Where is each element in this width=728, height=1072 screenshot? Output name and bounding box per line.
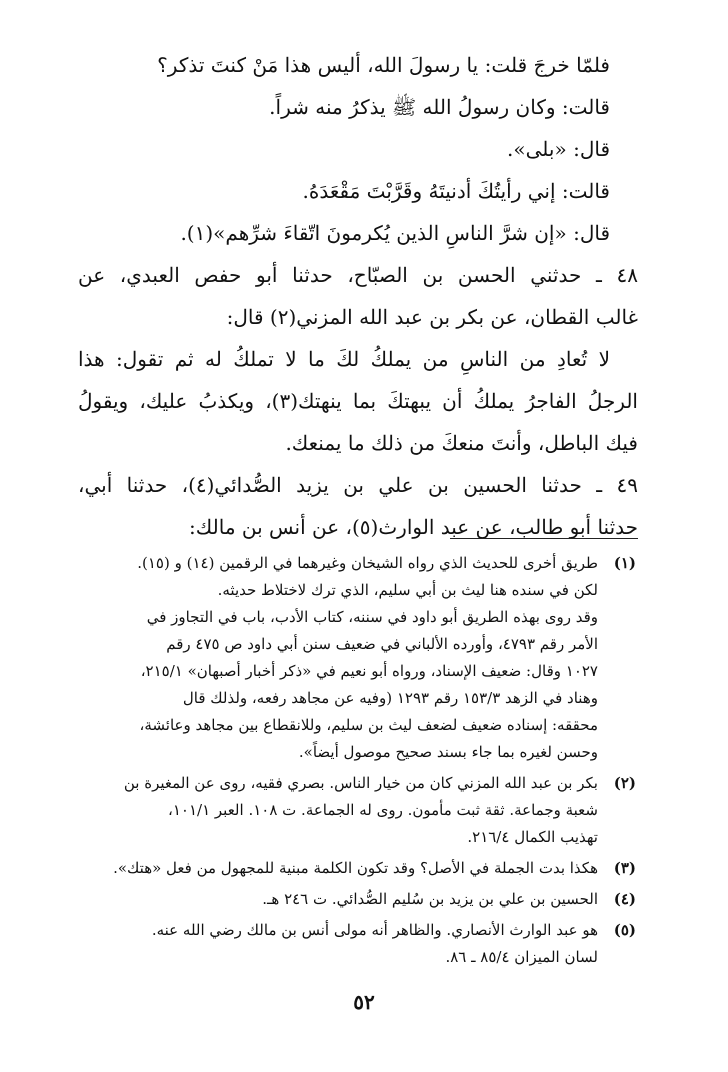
footnote — [72, 855, 636, 882]
footnotes — [72, 550, 636, 975]
footnote-line: لسان الميزان ٨٥/٤ ـ ٨٦. — [445, 948, 598, 966]
footnote-number: (٢) — [613, 774, 636, 792]
footnote-line: محققه: إسناده ضعيف لضعف ليث بن سليم، وللانقطاع بين مجاهد وعائشة، — [139, 716, 598, 734]
footnote-body — [72, 886, 598, 913]
footnote-line: وحسن لغيره بما جاء بسند صحيح موصول أيضاً». — [298, 743, 598, 761]
footnote — [72, 550, 636, 766]
text-line: حدثنا أبو طالب، عن عبد الوارث(٥)، عن أنس بن مالك: — [189, 515, 638, 539]
footnote-line: الأمر رقم ٤٧٩٣، وأورده الألباني في ضعيف سنن أبي داود ص ٤٧٥ رقم — [166, 635, 598, 653]
footnote-body — [72, 855, 598, 882]
text-line: غالب القطان، عن بكر بن عبد الله المزني(٢) قال: — [226, 305, 638, 329]
text-line: الرجلُ الفاجرُ يملكُ أن يبهتكَ بما ينهتك(٣)، ويكذبُ عليك، ويقولُ — [78, 389, 638, 413]
footnote-number: (٤) — [613, 890, 636, 908]
footnote-body — [72, 917, 598, 971]
text-line: ٤٨ ـ حدثني الحسن بن الصبّاح، حدثنا أبو حفص العبدي، عن — [78, 263, 638, 287]
footnote-number: (٥) — [613, 921, 636, 939]
footnote-line: شعبة وجماعة. ثقة ثبت مأمون. روى له الجماعة. ت ١٠٨. العبر ١٠١/١، — [168, 801, 598, 819]
text-line: ٤٩ ـ حدثنا الحسين بن علي بن يزيد الصُّدائي(٤)، حدثنا أبي، — [78, 473, 638, 497]
footnote-line: ١٠٢٧ وقال: ضعيف الإسناد، ورواه أبو نعيم في «ذكر أخبار أصبهان» ٢١٥/١، — [140, 662, 598, 680]
footnote-line: وقد روى بهذه الطريق أبو داود في سننه، كتاب الأدب، باب في التجاوز في — [146, 608, 598, 626]
footnote-number: (٣) — [613, 859, 636, 877]
footnote-number: (١) — [613, 554, 636, 572]
footnote-line: الحسين بن علي بن يزيد بن سُليم الصُّدائي. ت ٢٤٦ هـ. — [262, 890, 598, 908]
text-line: قالت: وكان رسولُ الله ﷺ يذكرُ منه شراً. — [269, 95, 610, 119]
text-line: قال: «بلى». — [507, 137, 610, 161]
footnote — [72, 886, 636, 913]
main-text — [78, 44, 638, 548]
footnote-line: هو عبد الوارث الأنصاري. والظاهر أنه مولى أنس بن مالك رضي الله عنه. — [151, 921, 598, 939]
text-line: قالت: إني رأيتُكَ أدنيتَهُ وقَرَّبْتَ مَقْعَدَهُ. — [302, 179, 610, 203]
footnote-line: تهذيب الكمال ٢١٦/٤. — [467, 828, 598, 846]
footnote — [72, 770, 636, 851]
footnote-body — [72, 770, 598, 851]
page-number: ٥٢ — [353, 990, 375, 1014]
footnote-line: هكذا بدت الجملة في الأصل؟ وقد تكون الكلمة مبنية للمجهول من فعل «هتك». — [113, 859, 598, 877]
footnote-divider — [450, 538, 638, 539]
text-line: قال: «إن شرَّ الناسِ الذين يُكرمونَ اتّقاءَ شرِّهم»(١). — [180, 221, 610, 245]
text-line: لا تُعادِ من الناسِ من يملكُ لكَ ما لا تملكُ له ثم تقول: هذا — [78, 347, 610, 371]
footnote-line: وهناد في الزهد ١٥٣/٣ رقم ١٢٩٣ (وفيه عن مجاهد رفعه، ولذلك قال — [182, 689, 598, 707]
footnote-body — [72, 550, 598, 766]
footnote-line: لكن في سنده هنا ليث بن أبي سليم، الذي ترك لاختلاط حديثه. — [217, 581, 598, 599]
footnote-line: بكر بن عبد الله المزني كان من خيار الناس. بصري فقيه، روى عن المغيرة بن — [123, 774, 598, 792]
footnote — [72, 917, 636, 971]
footnote-line: طريق أخرى للحديث الذي رواه الشيخان وغيرهما في الرقمين (١٤) و (١٥). — [137, 554, 598, 572]
text-line: فيك الباطل، وأنتَ منعكَ من ذلك ما يمنعك. — [285, 431, 638, 455]
text-line: فلمّا خرجَ قلت: يا رسولَ الله، أليس هذا مَنْ كنتَ تذكر؟ — [157, 53, 610, 77]
